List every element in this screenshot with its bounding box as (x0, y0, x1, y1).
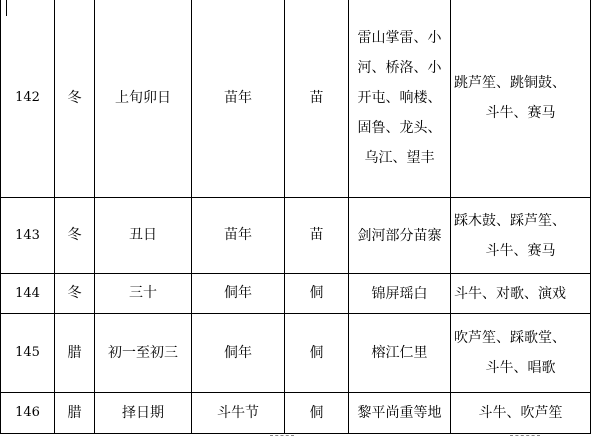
ethnic-cell: 苗 (285, 0, 349, 198)
place-line: 剑河部分苗寨 (357, 227, 442, 244)
ethnic-cell: 侗 (285, 393, 349, 434)
activities-cell (451, 198, 591, 274)
activity-line: 吹芦笙、踩歌堂、 (454, 330, 566, 346)
page-bottom-dash (270, 435, 294, 437)
ethnic-cell: 侗 (285, 274, 349, 314)
season-cell: 冬 (55, 0, 95, 198)
row-number: 146 (1, 393, 55, 434)
activity-line: 斗牛、吹芦笙 (478, 405, 563, 421)
table-row (1, 274, 591, 314)
season-cell: 腊 (55, 314, 95, 393)
date-cell: 初一至初三 (95, 314, 192, 393)
activities-cell (451, 393, 591, 434)
place-line: 开屯、响楼、 (357, 90, 442, 106)
place-line: 河、桥洛、小 (357, 60, 442, 76)
table-row (1, 314, 591, 393)
table-row (1, 0, 591, 198)
activity-line: 斗牛、唱歌 (485, 360, 556, 376)
row-number: 145 (1, 314, 55, 393)
place-line: 雷山掌雷、小 (357, 30, 442, 46)
places-cell (349, 274, 451, 314)
place-line: 锦屏瑶白 (371, 285, 428, 302)
row-number: 144 (1, 274, 55, 314)
activity-line: 斗牛、对歌、演戏 (454, 285, 566, 302)
ethnic-cell: 苗 (285, 198, 349, 274)
table-row (1, 393, 591, 434)
places-cell (349, 393, 451, 434)
place-line: 固鲁、龙头、 (357, 120, 442, 136)
places-cell (349, 0, 451, 198)
date-cell: 择日期 (95, 393, 192, 434)
place-line: 乌江、望丰 (364, 150, 435, 166)
activity-line: 踩木鼓、踩芦笙、 (454, 212, 566, 229)
place-line: 榕江仁里 (371, 345, 428, 361)
places-cell (349, 198, 451, 274)
row-number: 142 (1, 0, 55, 198)
ethnic-cell: 侗 (285, 314, 349, 393)
festival-cell: 苗年 (192, 0, 285, 198)
festival-cell: 侗年 (192, 314, 285, 393)
season-cell: 冬 (55, 274, 95, 314)
activities-cell (451, 274, 591, 314)
activities-cell (451, 0, 591, 198)
date-cell: 上旬卯日 (95, 0, 192, 198)
place-line: 黎平尚重等地 (357, 405, 442, 421)
festival-cell: 侗年 (192, 274, 285, 314)
activity-line: 跳芦笙、跳铜鼓、 (454, 75, 566, 91)
places-cell (349, 314, 451, 393)
festival-cell: 斗牛节 (192, 393, 285, 434)
page-bottom-dash (510, 435, 540, 437)
season-cell: 冬 (55, 198, 95, 274)
festival-cell: 苗年 (192, 198, 285, 274)
activity-line: 斗牛、赛马 (485, 242, 556, 259)
activity-line: 斗牛、赛马 (485, 105, 556, 121)
season-cell: 腊 (55, 393, 95, 434)
date-cell: 丑日 (95, 198, 192, 274)
date-cell: 三十 (95, 274, 192, 314)
activities-cell (451, 314, 591, 393)
table-row (1, 198, 591, 274)
row-number: 143 (1, 198, 55, 274)
